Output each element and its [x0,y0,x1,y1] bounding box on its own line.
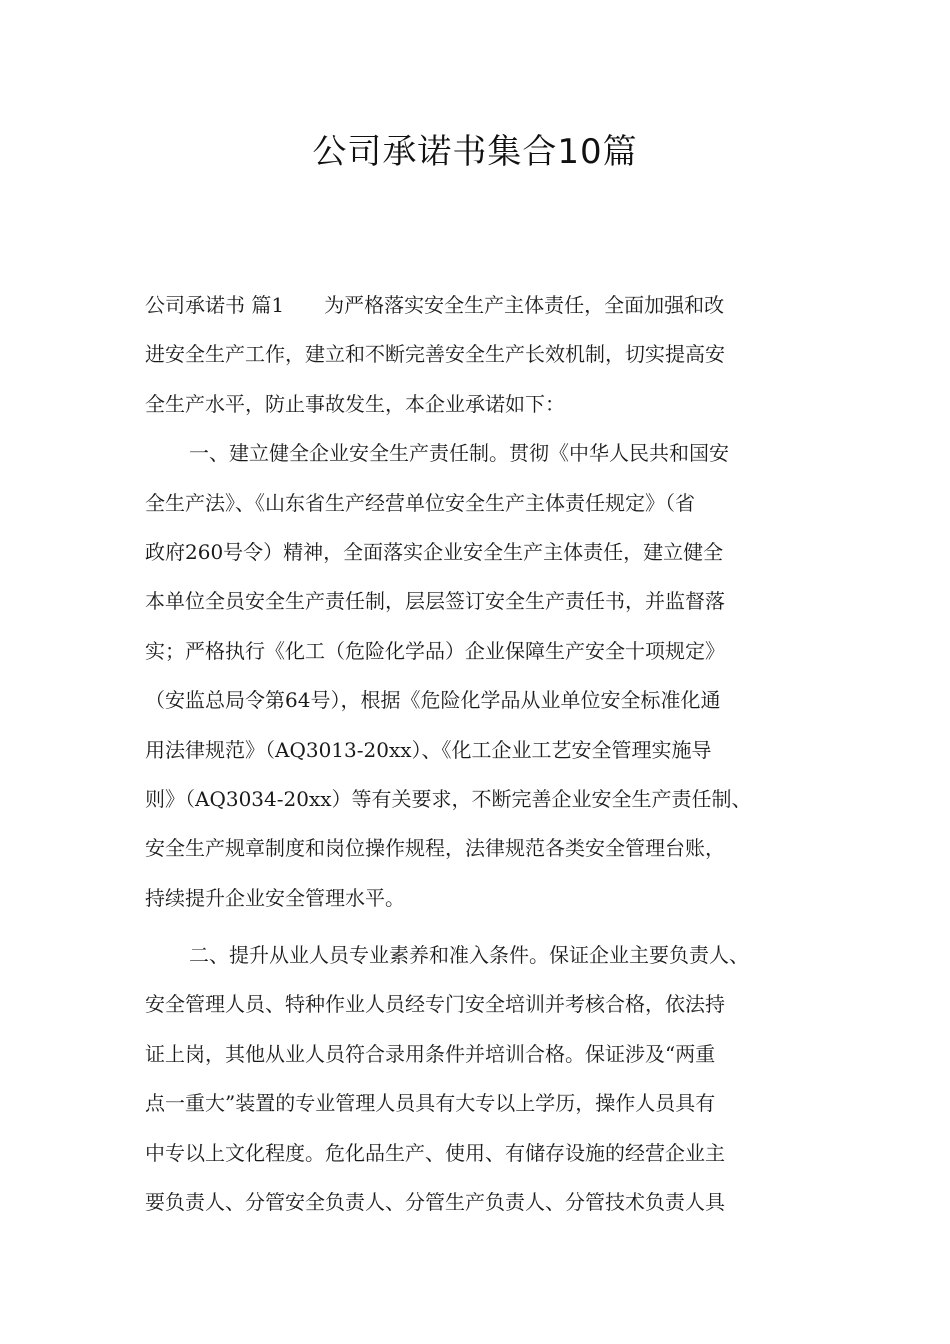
text-line: 全生产法》、《山东省生产经营单位安全生产主体责任规定》（省 [145,490,695,515]
document-title: 公司承诺书集合10篇 [312,132,638,172]
text-line: 中专以上文化程度。危化品生产、使用、有储存设施的经营企业主 [145,1140,725,1165]
text-line: 全生产水平，防止事故发生，本企业承诺如下： [145,391,565,416]
text-line-segment: 为严格落实安全生产主体责任，全面加强和改 [324,293,725,317]
text-line: 证上岗，其他从业人员符合录用条件并培训合格。保证涉及“两重 [145,1041,716,1066]
text-line: 一、建立健全企业安全生产责任制。贯彻《中华人民共和国安 [189,441,729,466]
section-1-intro [145,281,835,429]
text-line: 点一重大”装置的专业管理人员具有大专以上学历，操作人员具有 [145,1091,716,1116]
text-line [145,281,835,330]
text-line: 安全管理人员、特种作业人员经专门安全培训并考核合格，依法持 [145,992,725,1017]
text-line: 安全生产规章制度和岗位操作规程，法律规范各类安全管理台账， [145,836,725,861]
text-line: 要负责人、分管安全负责人、分管生产负责人、分管技术负责人具 [145,1190,725,1215]
text-line: （安监总局令第64号），根据《危险化学品从业单位安全标准化通 [145,688,721,713]
document-body [145,281,835,1227]
text-line: 用法律规范》（AQ3013-20xx）、《化工企业工艺安全管理实施导 [145,737,712,762]
text-line: 政府260号令）精神，全面落实企业安全生产主体责任，建立健全 [145,539,724,564]
text-line: 本单位全员安全生产责任制，层层签订安全生产责任书，并监督落 [145,589,725,614]
text-line: 进安全生产工作，建立和不断完善安全生产长效机制，切实提高安 [145,342,725,367]
paragraph-item-1 [145,429,835,923]
text-line: 持续提升企业安全管理水平。 [145,885,405,910]
text-line: 实；严格执行《化工（危险化学品）企业保障生产安全十项规定》 [145,638,725,663]
section-heading: 公司承诺书 篇1 [145,293,285,317]
text-line: 二、提升从业人员专业素养和准入条件。保证企业主要负责人、 [189,943,749,968]
paragraph-item-2 [145,931,835,1227]
text-line: 则》（AQ3034-20xx）等有关要求，不断完善企业安全生产责任制、 [145,786,752,811]
